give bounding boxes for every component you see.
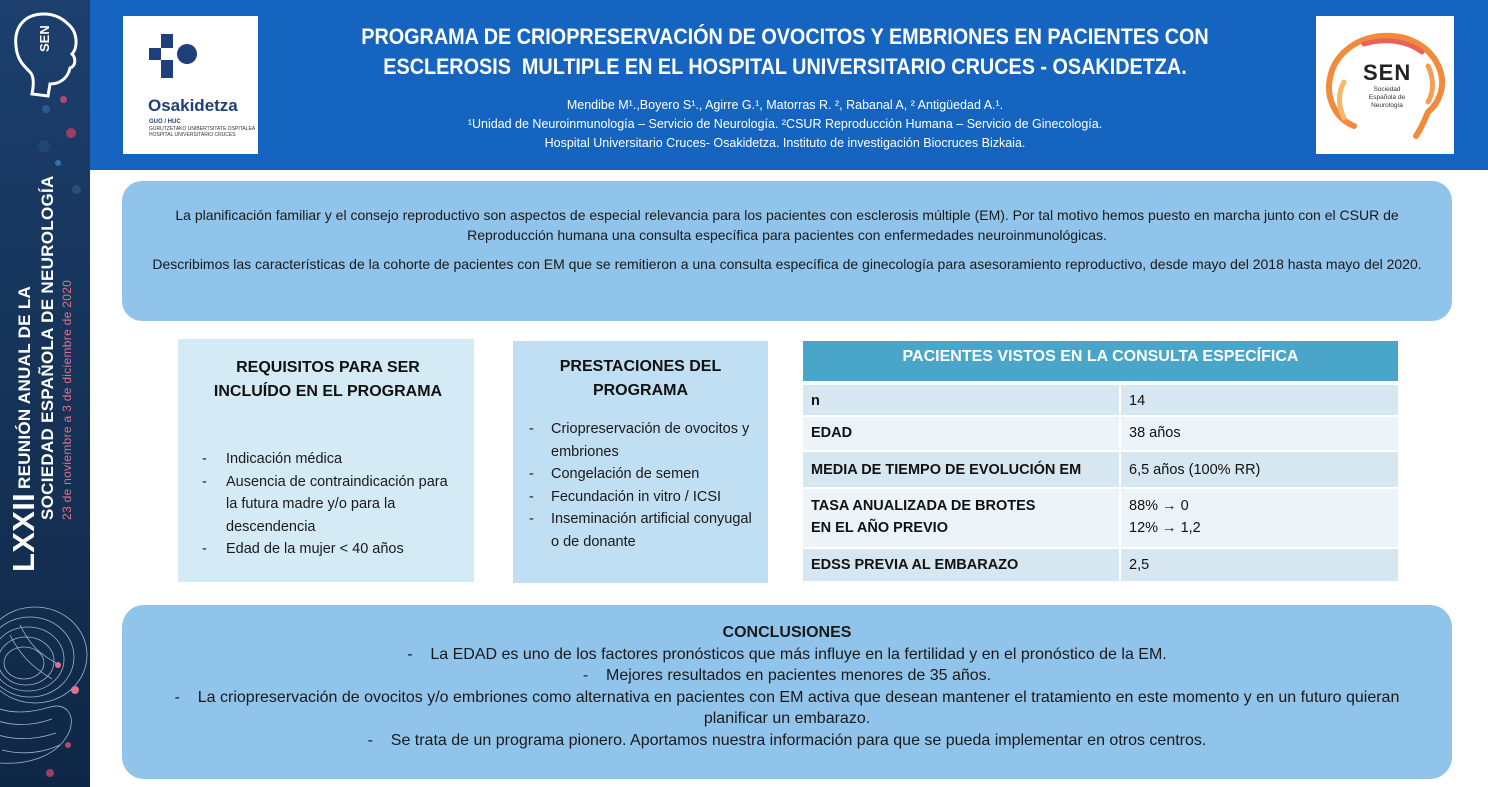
conclusion-item: - La criopreservación de ovocitos y/o embriones como alternativa en pacientes con EM activa que desean mantener el tratamiento en este momento y en un futuro quieran: [174, 688, 1400, 706]
osakidetza-sub1: GUO / HUC: [149, 119, 181, 125]
table-row: [803, 415, 1398, 450]
prestaciones-list: [523, 418, 758, 553]
osakidetza-sub2: GURUTZETAKO UNIBERTSITATE OSPITALEA: [149, 126, 256, 132]
table-row: [803, 383, 1398, 415]
table-title: PACIENTES VISTOS EN LA CONSULTA ESPECÍFICA: [803, 341, 1398, 383]
intro-paragraph-1: La planificación familiar y el consejo reproductivo son aspectos de especial relevancia para los pacientes con esclerosis múltiple (EM). Por tal motivo hemos puesto en marcha junto con el CSUR de Reproducción humana una consulta específica para pacientes con enfermedades neuroinmunológicas.: [175, 207, 1399, 243]
table-value-line: 88% → 0: [1129, 498, 1189, 514]
svg-text:SEN: SEN: [37, 25, 52, 52]
conclusion-item: planificar un embarazo.: [703, 710, 871, 727]
sen-logo-subtitle: Sociedad Española de Neurología: [1368, 86, 1406, 109]
table-value-line: 12% → 1,2: [1129, 520, 1201, 536]
table-value: [1121, 489, 1398, 547]
authors-block: [310, 96, 1260, 153]
poster-header: [90, 0, 1488, 170]
sen-logo-name: SEN: [1363, 60, 1412, 85]
requisitos-list: [196, 448, 460, 561]
prestaciones-panel: [513, 341, 768, 583]
conclusion-item: - La EDAD es uno de los factores pronósticos que más influye en la fertilidad y en el pronóstico de la EM.: [407, 645, 1167, 663]
conclusions-box: [122, 605, 1452, 779]
poster-title-line-1: PROGRAMA DE CRIOPRESERVACIÓN DE OVOCITOS Y EMBRIONES EN PACIENTES CON: [361, 24, 1209, 49]
congress-line-1: REUNIÓN ANUAL DE LA: [15, 285, 34, 489]
affiliation-2: Hospital Universitario Cruces- Osakidetza. Instituto de investigación Biocruces Bizkaia.: [544, 136, 1026, 150]
poster-title-line-2: ESCLEROSIS MULTIPLE EN EL HOSPITAL UNIVERSITARIO CRUCES - OSAKIDETZA.: [383, 54, 1187, 79]
osakidetza-cross-icon: [149, 34, 199, 78]
table-row: [803, 547, 1398, 581]
conclusion-item: - Mejores resultados en pacientes menores de 35 años.: [582, 667, 992, 684]
osakidetza-sub3: HOSPITAL UNIVERSITARIO CRUCES: [149, 132, 236, 138]
conclusion-item: - Se trata de un programa pionero. Aportamos nuestra información para que se pueda implementar en otros centros.: [367, 731, 1207, 749]
table-key: EDSS PREVIA AL EMBARAZO: [803, 549, 1121, 581]
intro-paragraph-2: Describimos las características de la cohorte de pacientes con EM que se remitieron a una consulta específica de ginecología para asesoramiento reproductivo, desde mayo del 2018 hasta mayo del 2020.: [152, 256, 1422, 272]
table-value: 38 años: [1121, 417, 1398, 450]
list-item: - Congelación de semen: [523, 463, 758, 486]
table-value: 2,5: [1121, 549, 1398, 581]
list-item: - Edad de la mujer < 40 años: [196, 538, 460, 561]
authors-list: Mendibe M¹.,Boyero S¹., Agirre G.¹, Matorras R. ², Rabanal A, ² Antigüedad A.¹.: [566, 98, 1004, 112]
list-item: - Ausencia de contraindicación para la futura madre y/o para la descendencia: [196, 471, 460, 539]
osakidetza-name: Osakidetza: [148, 96, 238, 115]
list-item: - Fecundación in vitro / ICSI: [523, 486, 758, 509]
requisitos-title: REQUISITOS PARA SER INCLUÍDO EN EL PROGRAMA: [213, 359, 443, 400]
congress-line-2: SOCIEDAD ESPAÑOLA DE NEUROLOGÍA: [38, 175, 57, 520]
poster-title: [340, 22, 1231, 82]
congress-sidebar: [0, 0, 90, 787]
table-key-line: EN EL AÑO PREVIO: [811, 520, 948, 536]
table-key: MEDIA DE TIEMPO DE EVOLUCIÓN EM: [803, 452, 1121, 487]
table-row: [803, 487, 1398, 547]
list-item: - Criopreservación de ovocitos y embriones: [523, 418, 758, 463]
table-key-line: TASA ANUALIZADA DE BROTES: [811, 498, 1036, 514]
table-key: n: [803, 385, 1121, 415]
sen-brain-badge-icon: [8, 8, 80, 104]
patients-table: [803, 341, 1398, 581]
table-value: 6,5 años (100% RR): [1121, 452, 1398, 487]
table-key: EDAD: [803, 417, 1121, 450]
requisitos-panel: [178, 339, 474, 582]
table-row: [803, 450, 1398, 487]
congress-title: [6, 175, 86, 572]
introduction-box: [122, 181, 1452, 321]
table-value: 14: [1121, 385, 1398, 415]
list-item: - Inseminación artificial conyugal o de donante: [523, 508, 758, 553]
sen-logo: [1316, 16, 1454, 154]
conclusions-title: CONCLUSIONES: [722, 624, 852, 641]
affiliation-1: ¹Unidad de Neuroinmunología – Servicio de Neurología. ²CSUR Reproducción Humana – Servicio de Ginecología.: [467, 117, 1103, 131]
prestaciones-title: PRESTACIONES DEL PROGRAMA: [559, 358, 722, 399]
congress-roman-number: LXXII: [6, 492, 41, 572]
table-key: [803, 489, 1121, 547]
congress-dates: 23 de noviembre a 3 de diciembre de 2020: [60, 279, 74, 520]
osakidetza-logo: [123, 16, 258, 154]
list-item: - Indicación médica: [196, 448, 460, 471]
